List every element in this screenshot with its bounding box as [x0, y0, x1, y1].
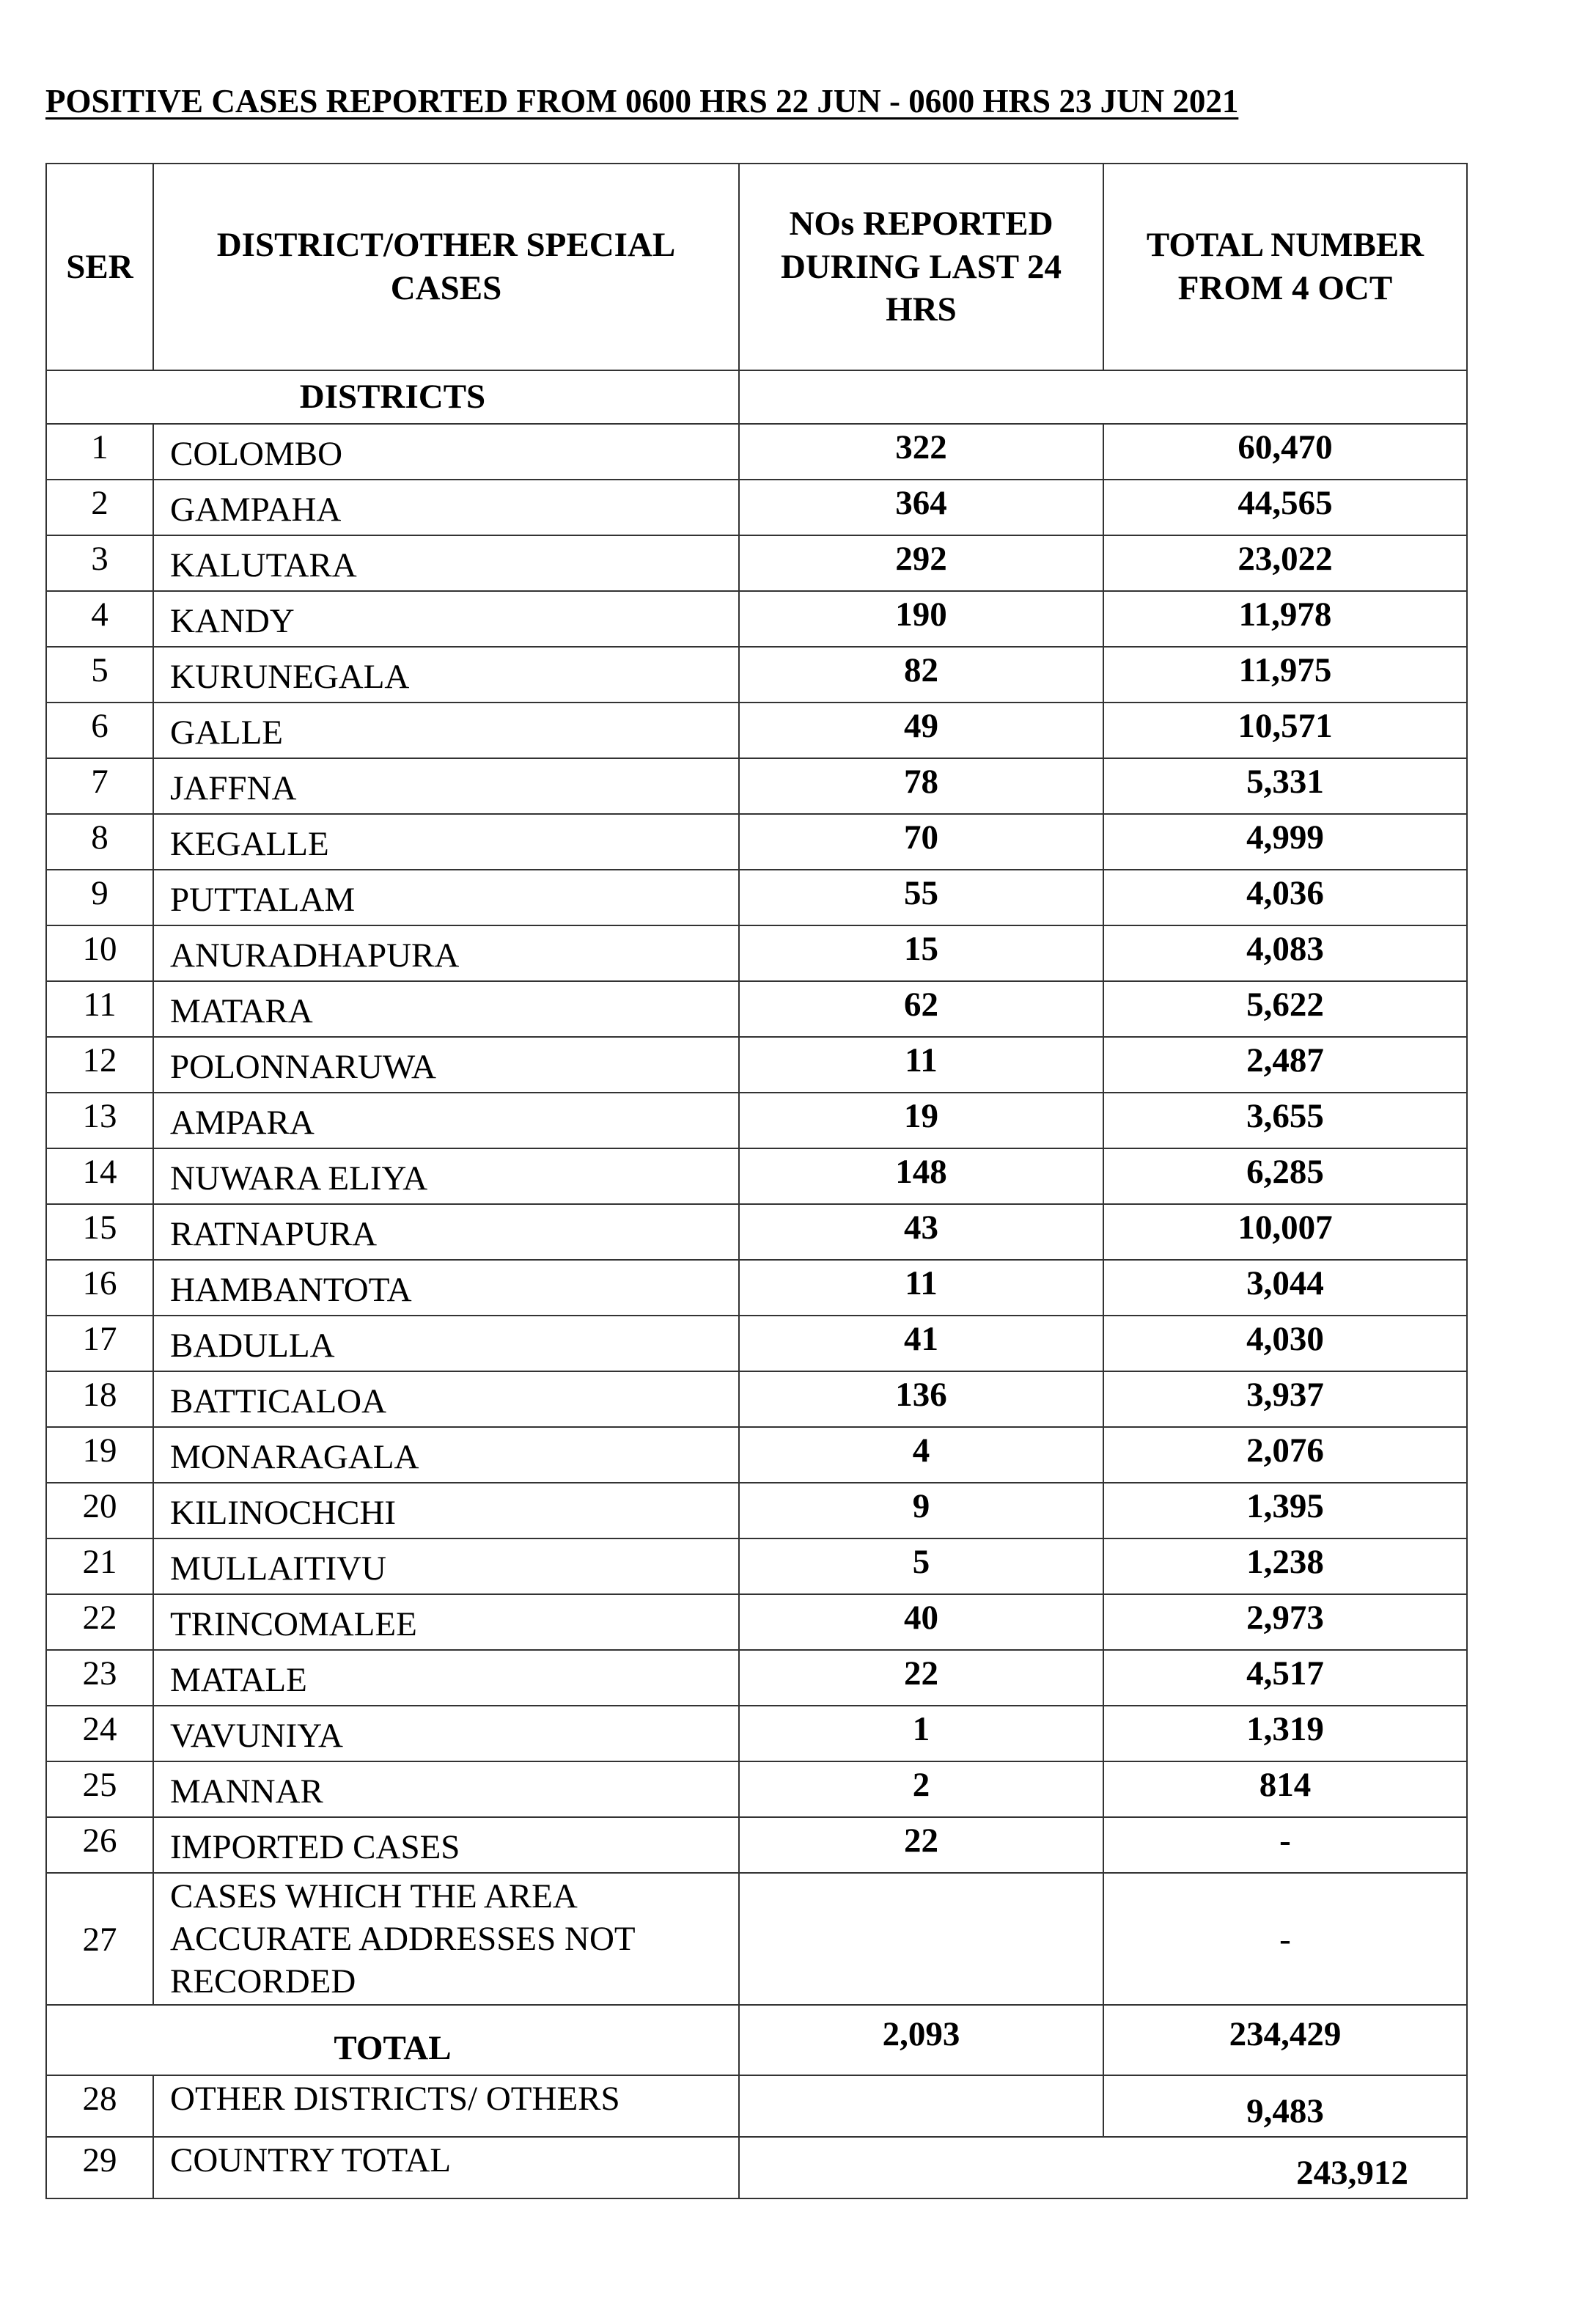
table-row	[46, 1873, 1467, 2005]
row-ser: 23	[46, 1650, 153, 1706]
row-total: 3,937	[1103, 1371, 1467, 1427]
row-reported: 62	[739, 981, 1103, 1037]
row-district: BADULLA	[153, 1316, 739, 1371]
row-ser: 6	[46, 703, 153, 758]
table-row	[46, 647, 1467, 703]
header-reported-text: NOs REPORTED DURING LAST 24 HRS	[780, 204, 1062, 329]
row-ser: 1	[46, 424, 153, 480]
report-title: POSITIVE CASES REPORTED FROM 0600 HRS 22 JUN - 0600 HRS 23 JUN 2021	[45, 83, 1239, 120]
row-total: 4,030	[1103, 1316, 1467, 1371]
cases-table	[45, 163, 1468, 2199]
table-row	[46, 1761, 1467, 1817]
header-district-text: DISTRICT/OTHER SPECIAL CASES	[216, 226, 676, 307]
row-ser: 22	[46, 1594, 153, 1650]
row-total: 44,565	[1103, 480, 1467, 535]
header-ser: SER	[46, 164, 153, 370]
row-reported: 49	[739, 703, 1103, 758]
row-reported: 55	[739, 870, 1103, 925]
row-ser: 4	[46, 591, 153, 647]
row-total: 2,487	[1103, 1037, 1467, 1093]
row-reported: 22	[739, 1817, 1103, 1873]
row-district: PUTTALAM	[153, 870, 739, 925]
header-district	[153, 164, 739, 370]
table-row	[46, 703, 1467, 758]
row-district: MULLAITIVU	[153, 1538, 739, 1594]
country-total-row	[46, 2137, 1467, 2198]
row-district: KANDY	[153, 591, 739, 647]
table-row	[46, 1204, 1467, 1260]
row-reported: 15	[739, 925, 1103, 981]
row-district: BATTICALOA	[153, 1371, 739, 1427]
row-total: 11,975	[1103, 647, 1467, 703]
row-district: COLOMBO	[153, 424, 739, 480]
row-total: 1,238	[1103, 1538, 1467, 1594]
row-district: MATALE	[153, 1650, 739, 1706]
row-total: 60,470	[1103, 424, 1467, 480]
row-ser: 14	[46, 1148, 153, 1204]
table-row	[46, 814, 1467, 870]
row-ser: 15	[46, 1204, 153, 1260]
table-row	[46, 925, 1467, 981]
section-empty	[739, 370, 1467, 424]
row-reported: 2	[739, 1761, 1103, 1817]
row-reported: 9	[739, 1483, 1103, 1538]
header-total-text: TOTAL NUMBER FROM 4 OCT	[1146, 226, 1424, 307]
row-ser: 28	[46, 2075, 153, 2137]
row-reported: 78	[739, 758, 1103, 814]
table-row	[46, 1650, 1467, 1706]
row-reported: 4	[739, 1427, 1103, 1483]
table-row	[46, 1093, 1467, 1148]
row-reported: 41	[739, 1316, 1103, 1371]
table-row	[46, 870, 1467, 925]
row-ser: 5	[46, 647, 153, 703]
row-ser: 11	[46, 981, 153, 1037]
table-row	[46, 2075, 1467, 2137]
row-reported: 364	[739, 480, 1103, 535]
row-ser: 2	[46, 480, 153, 535]
row-district: AMPARA	[153, 1093, 739, 1148]
row-ser: 20	[46, 1483, 153, 1538]
row-reported: 11	[739, 1037, 1103, 1093]
table-row	[46, 1427, 1467, 1483]
row-total: 3,655	[1103, 1093, 1467, 1148]
row-district: RATNAPURA	[153, 1204, 739, 1260]
table-row	[46, 591, 1467, 647]
table-row	[46, 1817, 1467, 1873]
row-ser: 29	[46, 2137, 153, 2198]
row-ser: 21	[46, 1538, 153, 1594]
row-total: 23,022	[1103, 535, 1467, 591]
table-row	[46, 981, 1467, 1037]
row-reported	[739, 1873, 1103, 2005]
row-total: 3,044	[1103, 1260, 1467, 1316]
row-district: ANURADHAPURA	[153, 925, 739, 981]
row-district: HAMBANTOTA	[153, 1260, 739, 1316]
row-total: 10,571	[1103, 703, 1467, 758]
table-row	[46, 1371, 1467, 1427]
row-total: 10,007	[1103, 1204, 1467, 1260]
table-row	[46, 1706, 1467, 1761]
total-reported: 2,093	[739, 2005, 1103, 2075]
header-total	[1103, 164, 1467, 370]
row-district-line: CASES WHICH THE AREA	[170, 1877, 578, 1915]
row-district: IMPORTED CASES	[153, 1817, 739, 1873]
table-row	[46, 1260, 1467, 1316]
row-district: KILINOCHCHI	[153, 1483, 739, 1538]
table-row	[46, 535, 1467, 591]
row-ser: 7	[46, 758, 153, 814]
table-row	[46, 480, 1467, 535]
row-district	[153, 1873, 739, 2005]
table-row	[46, 1148, 1467, 1204]
row-total: -	[1103, 1817, 1467, 1873]
table-row	[46, 1594, 1467, 1650]
row-reported: 136	[739, 1371, 1103, 1427]
row-reported: 82	[739, 647, 1103, 703]
total-cumulative: 234,429	[1103, 2005, 1467, 2075]
row-total: 814	[1103, 1761, 1467, 1817]
row-district: GAMPAHA	[153, 480, 739, 535]
section-row	[46, 370, 1467, 424]
row-ser: 25	[46, 1761, 153, 1817]
row-reported: 43	[739, 1204, 1103, 1260]
row-district-line: RECORDED	[170, 1962, 356, 2000]
row-total: 6,285	[1103, 1148, 1467, 1204]
row-ser: 12	[46, 1037, 153, 1093]
row-ser: 24	[46, 1706, 153, 1761]
row-reported: 292	[739, 535, 1103, 591]
row-reported: 322	[739, 424, 1103, 480]
row-district: NUWARA ELIYA	[153, 1148, 739, 1204]
total-label: TOTAL	[46, 2005, 739, 2075]
row-district: GALLE	[153, 703, 739, 758]
row-total: 11,978	[1103, 591, 1467, 647]
row-total: 4,083	[1103, 925, 1467, 981]
row-district: OTHER DISTRICTS/ OTHERS	[153, 2075, 739, 2137]
row-reported	[739, 2075, 1103, 2137]
row-reported: 70	[739, 814, 1103, 870]
row-district: JAFFNA	[153, 758, 739, 814]
header-reported	[739, 164, 1103, 370]
row-district: MANNAR	[153, 1761, 739, 1817]
country-total-value: 243,912	[739, 2137, 1467, 2198]
row-total: 9,483	[1103, 2075, 1467, 2137]
row-total: 1,395	[1103, 1483, 1467, 1538]
row-total: 2,076	[1103, 1427, 1467, 1483]
table-row	[46, 424, 1467, 480]
table-row	[46, 1538, 1467, 1594]
row-district: COUNTRY TOTAL	[153, 2137, 739, 2198]
row-total: 5,331	[1103, 758, 1467, 814]
header-row	[46, 164, 1467, 370]
row-total: 4,999	[1103, 814, 1467, 870]
row-total: 4,036	[1103, 870, 1467, 925]
row-reported: 148	[739, 1148, 1103, 1204]
row-district: KURUNEGALA	[153, 647, 739, 703]
total-row	[46, 2005, 1467, 2075]
row-district: POLONNARUWA	[153, 1037, 739, 1093]
row-district-line: ACCURATE ADDRESSES NOT	[170, 1920, 636, 1958]
row-ser: 19	[46, 1427, 153, 1483]
row-reported: 40	[739, 1594, 1103, 1650]
row-ser: 16	[46, 1260, 153, 1316]
row-district: MONARAGALA	[153, 1427, 739, 1483]
row-district: KALUTARA	[153, 535, 739, 591]
row-ser: 27	[46, 1873, 153, 2005]
row-reported: 22	[739, 1650, 1103, 1706]
row-total: -	[1103, 1873, 1467, 2005]
row-reported: 1	[739, 1706, 1103, 1761]
row-district: VAVUNIYA	[153, 1706, 739, 1761]
section-label: DISTRICTS	[46, 370, 739, 424]
row-reported: 11	[739, 1260, 1103, 1316]
table-row	[46, 1037, 1467, 1093]
row-reported: 190	[739, 591, 1103, 647]
row-district: MATARA	[153, 981, 739, 1037]
row-ser: 8	[46, 814, 153, 870]
row-district: TRINCOMALEE	[153, 1594, 739, 1650]
table-row	[46, 1483, 1467, 1538]
row-reported: 19	[739, 1093, 1103, 1148]
row-ser: 10	[46, 925, 153, 981]
row-total: 4,517	[1103, 1650, 1467, 1706]
row-total: 2,973	[1103, 1594, 1467, 1650]
row-ser: 26	[46, 1817, 153, 1873]
row-ser: 13	[46, 1093, 153, 1148]
table-row	[46, 1316, 1467, 1371]
row-district: KEGALLE	[153, 814, 739, 870]
row-ser: 18	[46, 1371, 153, 1427]
row-ser: 9	[46, 870, 153, 925]
row-ser: 3	[46, 535, 153, 591]
row-ser: 17	[46, 1316, 153, 1371]
row-reported: 5	[739, 1538, 1103, 1594]
row-total: 5,622	[1103, 981, 1467, 1037]
row-total: 1,319	[1103, 1706, 1467, 1761]
table-row	[46, 758, 1467, 814]
